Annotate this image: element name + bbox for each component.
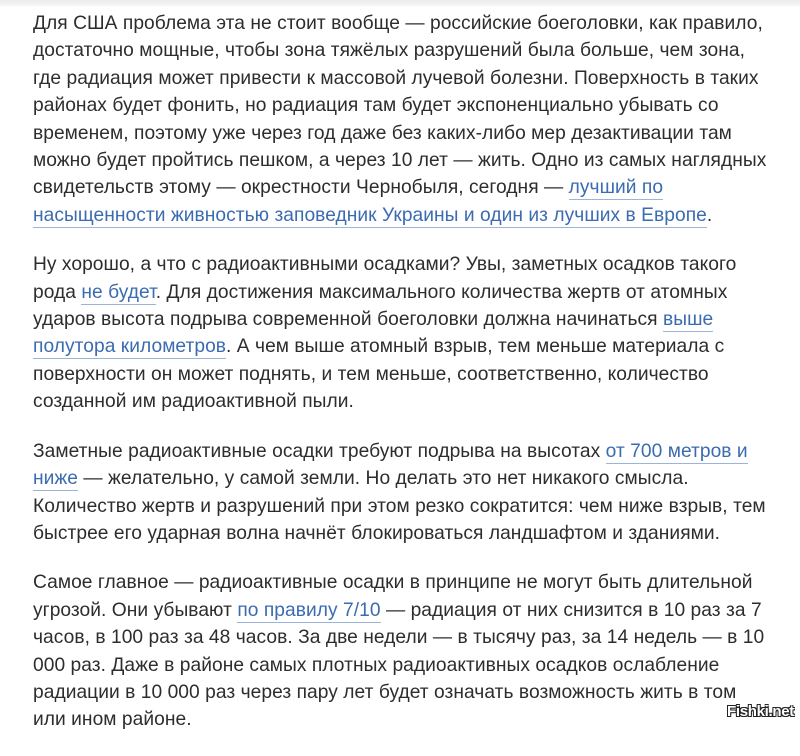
article-body [33,10,768,756]
paragraph-3 [33,438,768,548]
fishki-watermark: Fishki.net [726,703,794,720]
text-segment: — желательно, у самой земли. Но делать это нет никакого смысла. Количество жертв и разрушений при этом резко сократится: чем ниже взрыв, тем быстрее его ударная волна начнёт блокироваться ландшафтом и зданиями. [33,468,766,544]
link-7-10-rule[interactable]: по правилу 7/10 [237,599,381,621]
text-segment: . А чем выше атомный взрыв, тем меньше материала с поверхности он может поднять, и тем меньше, соответственно, количество созданной им радиоактивной пыли. [33,336,725,413]
link-above-1500m[interactable]: выше полутора километров [33,309,714,358]
link-chernobyl-reserve[interactable]: лучший по насыщенности живностью заповедник Украины и один из лучших в Европе [33,177,707,226]
text-segment: . [706,204,713,226]
text-segment: Ну хорошо, а что с радиоактивными осадками? Увы, заметных осадков такого рода [33,254,737,303]
link-no-fallout[interactable]: не будет [81,281,156,303]
paragraph-2 [33,251,768,415]
text-segment: . Для достижения максимального количества жертв от атомных ударов высота подрыва современной боеголовки должна начинаться [33,281,728,331]
top-edge-strip [0,0,800,6]
text-segment: Для США проблема эта не стоит вообще — российские боеголовки, как правило, достаточно мощные, чтобы зона тяжёлых разрушений была больше, чем зона, где радиация может привести к массовой лучевой болезни. Поверхность в таких районах будет фонить, но радиация там будет экспоненциально убывать со временем, поэтому уже через год даже без каких-либо мер дезактивации там можно будет пройтись пешком, а через 10 лет — жить. Одно из самых наглядных свидетельств этому — окрестности Чернобыля, сегодня — [33,13,767,199]
text-segment: Самое главное — радиоактивные осадки в принципе не могут быть длительной угрозой. Они убывают [33,572,753,621]
paragraph-1 [33,10,768,229]
text-segment: — радиация от них снизится в 10 раз за 7 часов, в 100 раз за 48 часов. За две недели — в тысячу раз, за 14 недель — в 10 000 раз. Даже в районе самых плотных радиоактивных осадков ослабление радиации в 10 000 раз через пару лет будет означать возможность жить в том или ином районе. [33,599,765,731]
link-700m-and-below[interactable]: от 700 метров и ниже [33,440,748,490]
text-segment: Заметные радиоактивные осадки требуют подрыва на высотах [33,440,606,462]
paragraph-4 [33,569,768,733]
